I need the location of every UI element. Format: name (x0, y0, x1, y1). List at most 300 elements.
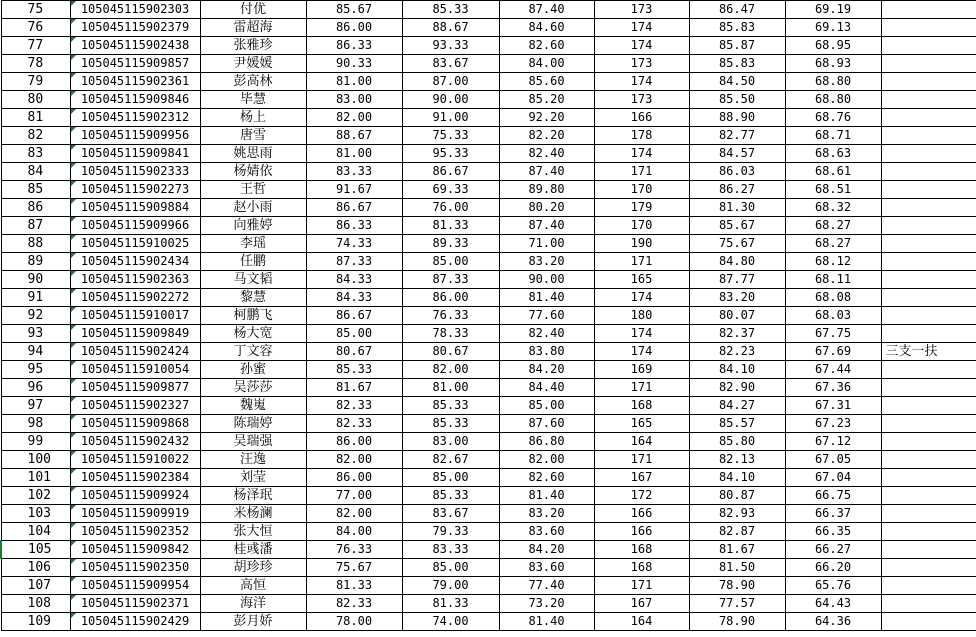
exam-id-cell[interactable] (70, 253, 200, 271)
average-cell[interactable]: 84.57 (689, 145, 785, 163)
note-cell[interactable]: 三支一扶 (881, 343, 976, 361)
score-cell[interactable]: 82.40 (499, 325, 594, 343)
score-cell[interactable]: 85.33 (402, 415, 499, 433)
score-cell[interactable]: 91.67 (306, 181, 402, 199)
average-cell[interactable]: 82.13 (689, 451, 785, 469)
score-cell[interactable]: 84.40 (499, 379, 594, 397)
name-cell[interactable]: 高恒 (200, 577, 306, 595)
total-cell[interactable]: 68.93 (785, 55, 881, 73)
note-cell[interactable] (881, 361, 976, 379)
name-cell[interactable]: 彭高林 (200, 73, 306, 91)
name-cell[interactable]: 雷超海 (200, 19, 306, 37)
average-cell[interactable]: 81.67 (689, 541, 785, 559)
note-cell[interactable] (881, 433, 976, 451)
name-cell[interactable]: 杨婧依 (200, 163, 306, 181)
average-cell[interactable]: 84.27 (689, 397, 785, 415)
value-cell[interactable]: 172 (594, 487, 689, 505)
row-number-cell[interactable]: 89 (1, 253, 70, 271)
average-cell[interactable]: 81.50 (689, 559, 785, 577)
name-cell[interactable]: 李瑶 (200, 235, 306, 253)
score-cell[interactable]: 85.33 (402, 487, 499, 505)
name-cell[interactable]: 海洋 (200, 595, 306, 613)
value-cell[interactable]: 171 (594, 379, 689, 397)
average-cell[interactable]: 85.83 (689, 19, 785, 37)
score-cell[interactable]: 83.20 (499, 253, 594, 271)
note-cell[interactable] (881, 523, 976, 541)
value-cell[interactable]: 167 (594, 595, 689, 613)
name-cell[interactable]: 付优 (200, 1, 306, 19)
exam-id-cell[interactable] (70, 325, 200, 343)
row-number-cell[interactable]: 102 (1, 487, 70, 505)
value-cell[interactable]: 174 (594, 145, 689, 163)
note-cell[interactable] (881, 235, 976, 253)
score-cell[interactable]: 87.33 (402, 271, 499, 289)
average-cell[interactable]: 85.50 (689, 91, 785, 109)
score-cell[interactable]: 84.20 (499, 541, 594, 559)
name-cell[interactable]: 赵小雨 (200, 199, 306, 217)
total-cell[interactable]: 68.08 (785, 289, 881, 307)
average-cell[interactable]: 85.80 (689, 433, 785, 451)
score-cell[interactable]: 83.20 (499, 505, 594, 523)
score-cell[interactable]: 86.00 (402, 289, 499, 307)
value-cell[interactable]: 174 (594, 343, 689, 361)
score-cell[interactable]: 81.00 (402, 379, 499, 397)
note-cell[interactable] (881, 379, 976, 397)
score-cell[interactable]: 84.00 (306, 523, 402, 541)
value-cell[interactable]: 168 (594, 397, 689, 415)
value-cell[interactable]: 173 (594, 55, 689, 73)
note-cell[interactable] (881, 595, 976, 613)
value-cell[interactable]: 167 (594, 469, 689, 487)
exam-id-cell[interactable] (70, 127, 200, 145)
score-cell[interactable]: 85.33 (306, 361, 402, 379)
exam-id-cell[interactable] (70, 397, 200, 415)
total-cell[interactable]: 68.51 (785, 181, 881, 199)
row-number-cell[interactable]: 78 (1, 55, 70, 73)
score-cell[interactable]: 85.67 (306, 1, 402, 19)
note-cell[interactable] (881, 451, 976, 469)
row-number-cell[interactable]: 105 (1, 541, 70, 559)
row-number-cell[interactable]: 75 (1, 1, 70, 19)
total-cell[interactable]: 65.76 (785, 577, 881, 595)
score-cell[interactable]: 90.00 (499, 271, 594, 289)
name-cell[interactable]: 桂彧潘 (200, 541, 306, 559)
total-cell[interactable]: 68.76 (785, 109, 881, 127)
score-cell[interactable]: 80.67 (306, 343, 402, 361)
value-cell[interactable]: 168 (594, 541, 689, 559)
score-cell[interactable]: 85.00 (402, 559, 499, 577)
total-cell[interactable]: 66.27 (785, 541, 881, 559)
score-cell[interactable]: 85.00 (402, 469, 499, 487)
note-cell[interactable] (881, 73, 976, 91)
note-cell[interactable] (881, 55, 976, 73)
note-cell[interactable] (881, 397, 976, 415)
value-cell[interactable]: 171 (594, 451, 689, 469)
name-cell[interactable]: 黎慧 (200, 289, 306, 307)
score-cell[interactable]: 82.00 (306, 451, 402, 469)
total-cell[interactable]: 67.31 (785, 397, 881, 415)
name-cell[interactable]: 任鹏 (200, 253, 306, 271)
total-cell[interactable]: 66.75 (785, 487, 881, 505)
total-cell[interactable]: 64.43 (785, 595, 881, 613)
row-number-cell[interactable]: 84 (1, 163, 70, 181)
score-cell[interactable]: 69.33 (402, 181, 499, 199)
score-cell[interactable]: 95.33 (402, 145, 499, 163)
score-cell[interactable]: 86.00 (306, 19, 402, 37)
score-cell[interactable]: 86.00 (306, 433, 402, 451)
total-cell[interactable]: 68.71 (785, 127, 881, 145)
value-cell[interactable]: 179 (594, 199, 689, 217)
exam-id-cell[interactable] (70, 199, 200, 217)
score-cell[interactable]: 76.00 (402, 199, 499, 217)
score-cell[interactable]: 84.60 (499, 19, 594, 37)
score-cell[interactable]: 86.00 (306, 469, 402, 487)
total-cell[interactable]: 66.35 (785, 523, 881, 541)
name-cell[interactable]: 王哲 (200, 181, 306, 199)
value-cell[interactable]: 166 (594, 109, 689, 127)
exam-id-cell[interactable] (70, 109, 200, 127)
score-cell[interactable]: 76.33 (402, 307, 499, 325)
score-cell[interactable]: 82.40 (499, 145, 594, 163)
score-cell[interactable]: 84.20 (499, 361, 594, 379)
row-number-cell[interactable]: 77 (1, 37, 70, 55)
value-cell[interactable]: 168 (594, 559, 689, 577)
name-cell[interactable]: 陈瑞婷 (200, 415, 306, 433)
row-number-cell[interactable]: 109 (1, 613, 70, 631)
exam-id-cell[interactable] (70, 91, 200, 109)
score-cell[interactable]: 83.33 (306, 163, 402, 181)
score-cell[interactable]: 76.33 (306, 541, 402, 559)
exam-id-cell[interactable] (70, 505, 200, 523)
score-cell[interactable]: 85.33 (402, 1, 499, 19)
score-cell[interactable]: 79.00 (402, 577, 499, 595)
value-cell[interactable]: 190 (594, 235, 689, 253)
row-number-cell[interactable]: 79 (1, 73, 70, 91)
name-cell[interactable]: 魏嵬 (200, 397, 306, 415)
score-cell[interactable]: 86.67 (306, 307, 402, 325)
value-cell[interactable]: 174 (594, 325, 689, 343)
total-cell[interactable]: 67.44 (785, 361, 881, 379)
total-cell[interactable]: 68.12 (785, 253, 881, 271)
note-cell[interactable] (881, 91, 976, 109)
exam-id-cell[interactable] (70, 1, 200, 19)
score-cell[interactable]: 81.33 (402, 595, 499, 613)
value-cell[interactable]: 173 (594, 91, 689, 109)
score-cell[interactable]: 89.33 (402, 235, 499, 253)
name-cell[interactable]: 张大恒 (200, 523, 306, 541)
row-number-cell[interactable]: 101 (1, 469, 70, 487)
exam-id-cell[interactable] (70, 415, 200, 433)
average-cell[interactable]: 82.37 (689, 325, 785, 343)
total-cell[interactable]: 69.13 (785, 19, 881, 37)
score-cell[interactable]: 82.00 (306, 505, 402, 523)
row-number-cell[interactable]: 107 (1, 577, 70, 595)
total-cell[interactable]: 67.75 (785, 325, 881, 343)
note-cell[interactable] (881, 253, 976, 271)
note-cell[interactable] (881, 199, 976, 217)
exam-id-cell[interactable] (70, 307, 200, 325)
score-cell[interactable]: 82.33 (306, 595, 402, 613)
exam-id-cell[interactable] (70, 379, 200, 397)
average-cell[interactable]: 85.83 (689, 55, 785, 73)
score-cell[interactable]: 85.60 (499, 73, 594, 91)
score-cell[interactable]: 75.67 (306, 559, 402, 577)
value-cell[interactable]: 173 (594, 1, 689, 19)
average-cell[interactable]: 84.50 (689, 73, 785, 91)
score-cell[interactable]: 83.00 (402, 433, 499, 451)
exam-id-cell[interactable] (70, 487, 200, 505)
note-cell[interactable] (881, 289, 976, 307)
exam-id-cell[interactable] (70, 523, 200, 541)
score-cell[interactable]: 83.67 (402, 505, 499, 523)
score-cell[interactable]: 87.40 (499, 217, 594, 235)
row-number-cell[interactable]: 83 (1, 145, 70, 163)
score-cell[interactable]: 85.33 (402, 397, 499, 415)
value-cell[interactable]: 164 (594, 433, 689, 451)
score-cell[interactable]: 82.67 (402, 451, 499, 469)
exam-id-cell[interactable] (70, 595, 200, 613)
name-cell[interactable]: 胡珍珍 (200, 559, 306, 577)
row-number-cell[interactable]: 106 (1, 559, 70, 577)
score-cell[interactable]: 74.00 (402, 613, 499, 631)
score-cell[interactable]: 86.33 (306, 217, 402, 235)
score-cell[interactable]: 81.33 (402, 217, 499, 235)
score-cell[interactable]: 85.20 (499, 91, 594, 109)
score-cell[interactable]: 83.80 (499, 343, 594, 361)
score-cell[interactable]: 73.20 (499, 595, 594, 613)
value-cell[interactable]: 170 (594, 217, 689, 235)
score-cell[interactable]: 74.33 (306, 235, 402, 253)
row-number-cell[interactable]: 87 (1, 217, 70, 235)
exam-id-cell[interactable] (70, 469, 200, 487)
average-cell[interactable]: 86.27 (689, 181, 785, 199)
value-cell[interactable]: 165 (594, 415, 689, 433)
total-cell[interactable]: 67.05 (785, 451, 881, 469)
score-cell[interactable]: 83.00 (306, 91, 402, 109)
score-cell[interactable]: 81.40 (499, 487, 594, 505)
row-number-cell[interactable]: 82 (1, 127, 70, 145)
name-cell[interactable]: 杨大宽 (200, 325, 306, 343)
note-cell[interactable] (881, 37, 976, 55)
row-number-cell[interactable]: 103 (1, 505, 70, 523)
average-cell[interactable]: 78.90 (689, 613, 785, 631)
exam-id-cell[interactable] (70, 271, 200, 289)
note-cell[interactable] (881, 145, 976, 163)
score-cell[interactable]: 80.67 (402, 343, 499, 361)
score-cell[interactable]: 83.67 (402, 55, 499, 73)
score-cell[interactable]: 93.33 (402, 37, 499, 55)
score-cell[interactable]: 87.60 (499, 415, 594, 433)
exam-id-cell[interactable] (70, 559, 200, 577)
average-cell[interactable]: 82.23 (689, 343, 785, 361)
value-cell[interactable]: 174 (594, 289, 689, 307)
score-cell[interactable]: 82.60 (499, 469, 594, 487)
score-cell[interactable]: 83.60 (499, 523, 594, 541)
score-cell[interactable]: 87.40 (499, 163, 594, 181)
score-cell[interactable]: 90.33 (306, 55, 402, 73)
value-cell[interactable]: 169 (594, 361, 689, 379)
value-cell[interactable]: 170 (594, 181, 689, 199)
value-cell[interactable]: 166 (594, 523, 689, 541)
total-cell[interactable]: 69.19 (785, 1, 881, 19)
name-cell[interactable]: 杨泽珉 (200, 487, 306, 505)
exam-id-cell[interactable] (70, 235, 200, 253)
row-number-cell[interactable]: 86 (1, 199, 70, 217)
total-cell[interactable]: 67.23 (785, 415, 881, 433)
score-cell[interactable]: 90.00 (402, 91, 499, 109)
score-cell[interactable]: 82.20 (499, 127, 594, 145)
name-cell[interactable]: 唐雪 (200, 127, 306, 145)
total-cell[interactable]: 68.63 (785, 145, 881, 163)
average-cell[interactable]: 75.67 (689, 235, 785, 253)
score-cell[interactable]: 88.67 (306, 127, 402, 145)
row-number-cell[interactable]: 92 (1, 307, 70, 325)
score-cell[interactable]: 84.00 (499, 55, 594, 73)
name-cell[interactable]: 吴瑞强 (200, 433, 306, 451)
score-cell[interactable]: 87.33 (306, 253, 402, 271)
exam-id-cell[interactable] (70, 163, 200, 181)
name-cell[interactable]: 吴莎莎 (200, 379, 306, 397)
name-cell[interactable]: 马文韬 (200, 271, 306, 289)
total-cell[interactable]: 68.32 (785, 199, 881, 217)
note-cell[interactable] (881, 307, 976, 325)
value-cell[interactable]: 171 (594, 253, 689, 271)
average-cell[interactable]: 81.30 (689, 199, 785, 217)
row-number-cell[interactable]: 76 (1, 19, 70, 37)
score-cell[interactable]: 84.33 (306, 289, 402, 307)
score-cell[interactable]: 86.67 (306, 199, 402, 217)
exam-id-cell[interactable] (70, 19, 200, 37)
score-cell[interactable]: 81.40 (499, 613, 594, 631)
note-cell[interactable] (881, 181, 976, 199)
row-number-cell[interactable]: 85 (1, 181, 70, 199)
score-cell[interactable]: 88.67 (402, 19, 499, 37)
score-cell[interactable]: 77.00 (306, 487, 402, 505)
note-cell[interactable] (881, 127, 976, 145)
score-cell[interactable]: 82.00 (402, 361, 499, 379)
note-cell[interactable] (881, 469, 976, 487)
note-cell[interactable] (881, 541, 976, 559)
row-number-cell[interactable]: 90 (1, 271, 70, 289)
row-number-cell[interactable]: 99 (1, 433, 70, 451)
score-cell[interactable]: 87.40 (499, 1, 594, 19)
value-cell[interactable]: 171 (594, 577, 689, 595)
note-cell[interactable] (881, 577, 976, 595)
score-cell[interactable]: 84.33 (306, 271, 402, 289)
average-cell[interactable]: 82.77 (689, 127, 785, 145)
average-cell[interactable]: 82.90 (689, 379, 785, 397)
total-cell[interactable]: 68.80 (785, 91, 881, 109)
exam-id-cell[interactable] (70, 541, 200, 559)
score-cell[interactable]: 79.33 (402, 523, 499, 541)
row-number-cell[interactable]: 94 (1, 343, 70, 361)
score-cell[interactable]: 80.20 (499, 199, 594, 217)
total-cell[interactable]: 66.20 (785, 559, 881, 577)
row-number-cell[interactable]: 80 (1, 91, 70, 109)
exam-id-cell[interactable] (70, 217, 200, 235)
average-cell[interactable]: 85.87 (689, 37, 785, 55)
exam-id-cell[interactable] (70, 145, 200, 163)
name-cell[interactable]: 米杨澜 (200, 505, 306, 523)
total-cell[interactable]: 67.12 (785, 433, 881, 451)
average-cell[interactable]: 86.03 (689, 163, 785, 181)
note-cell[interactable] (881, 325, 976, 343)
row-number-cell[interactable]: 96 (1, 379, 70, 397)
score-cell[interactable]: 85.00 (402, 253, 499, 271)
average-cell[interactable]: 84.80 (689, 253, 785, 271)
note-cell[interactable] (881, 109, 976, 127)
average-cell[interactable]: 82.87 (689, 523, 785, 541)
average-cell[interactable]: 88.90 (689, 109, 785, 127)
note-cell[interactable] (881, 415, 976, 433)
row-number-cell[interactable]: 97 (1, 397, 70, 415)
name-cell[interactable]: 汪逸 (200, 451, 306, 469)
score-cell[interactable]: 77.60 (499, 307, 594, 325)
total-cell[interactable]: 66.37 (785, 505, 881, 523)
row-number-cell[interactable]: 104 (1, 523, 70, 541)
score-cell[interactable]: 85.00 (306, 325, 402, 343)
average-cell[interactable]: 84.10 (689, 469, 785, 487)
note-cell[interactable] (881, 271, 976, 289)
score-cell[interactable]: 81.40 (499, 289, 594, 307)
name-cell[interactable]: 孙蜜 (200, 361, 306, 379)
value-cell[interactable]: 178 (594, 127, 689, 145)
row-number-cell[interactable]: 81 (1, 109, 70, 127)
value-cell[interactable]: 180 (594, 307, 689, 325)
value-cell[interactable]: 164 (594, 613, 689, 631)
average-cell[interactable]: 80.07 (689, 307, 785, 325)
exam-id-cell[interactable] (70, 451, 200, 469)
row-number-cell[interactable]: 100 (1, 451, 70, 469)
name-cell[interactable]: 尹媛媛 (200, 55, 306, 73)
score-cell[interactable]: 82.60 (499, 37, 594, 55)
total-cell[interactable]: 67.36 (785, 379, 881, 397)
average-cell[interactable]: 80.87 (689, 487, 785, 505)
value-cell[interactable]: 174 (594, 73, 689, 91)
total-cell[interactable]: 68.61 (785, 163, 881, 181)
score-cell[interactable]: 81.00 (306, 73, 402, 91)
total-cell[interactable]: 67.69 (785, 343, 881, 361)
total-cell[interactable]: 68.03 (785, 307, 881, 325)
note-cell[interactable] (881, 559, 976, 577)
score-cell[interactable]: 86.80 (499, 433, 594, 451)
name-cell[interactable]: 向雅婷 (200, 217, 306, 235)
total-cell[interactable]: 67.04 (785, 469, 881, 487)
value-cell[interactable]: 174 (594, 19, 689, 37)
exam-id-cell[interactable] (70, 613, 200, 631)
row-number-cell[interactable]: 88 (1, 235, 70, 253)
value-cell[interactable]: 166 (594, 505, 689, 523)
score-cell[interactable]: 86.67 (402, 163, 499, 181)
score-cell[interactable]: 87.00 (402, 73, 499, 91)
row-number-cell[interactable]: 91 (1, 289, 70, 307)
name-cell[interactable]: 姚思雨 (200, 145, 306, 163)
value-cell[interactable]: 171 (594, 163, 689, 181)
average-cell[interactable]: 86.47 (689, 1, 785, 19)
score-cell[interactable]: 91.00 (402, 109, 499, 127)
name-cell[interactable]: 张雅珍 (200, 37, 306, 55)
note-cell[interactable] (881, 487, 976, 505)
score-cell[interactable]: 83.33 (402, 541, 499, 559)
score-cell[interactable]: 77.40 (499, 577, 594, 595)
row-number-cell[interactable]: 93 (1, 325, 70, 343)
note-cell[interactable] (881, 613, 976, 631)
exam-id-cell[interactable] (70, 577, 200, 595)
row-number-cell[interactable]: 95 (1, 361, 70, 379)
total-cell[interactable]: 68.27 (785, 235, 881, 253)
score-cell[interactable]: 82.00 (499, 451, 594, 469)
exam-id-cell[interactable] (70, 37, 200, 55)
